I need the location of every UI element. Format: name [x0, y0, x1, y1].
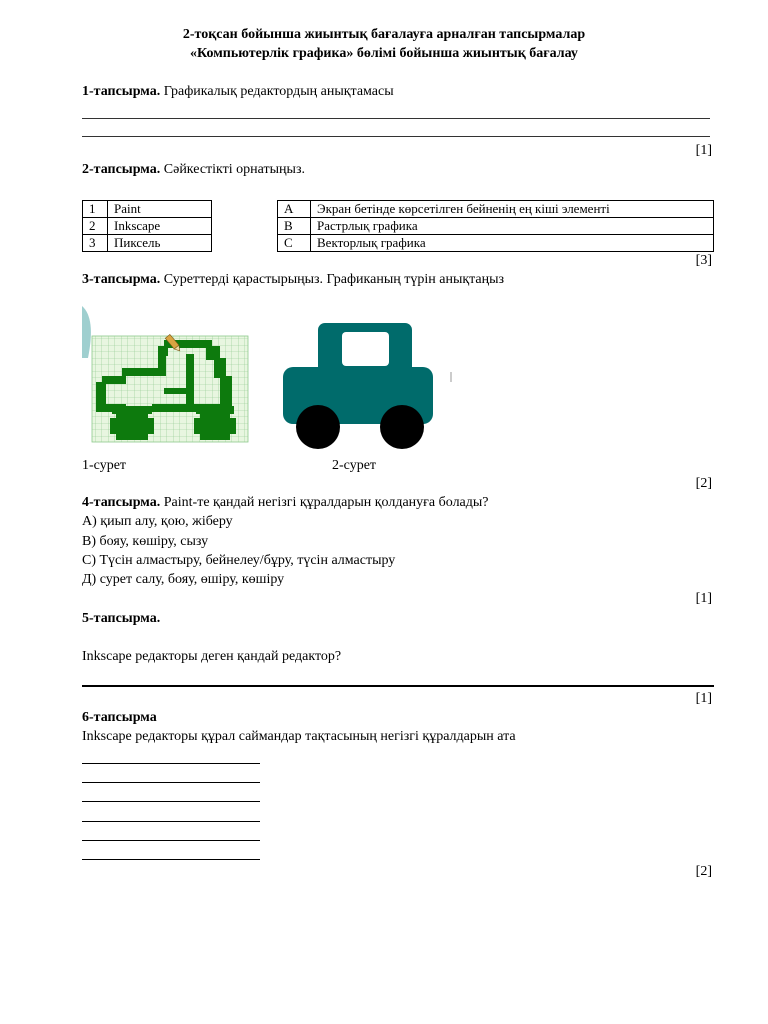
left-num: 3 [83, 235, 108, 252]
right-key: B [278, 218, 311, 235]
task3-prompt [82, 272, 504, 288]
pixel-car-image [82, 306, 252, 446]
task1-text: Графикалық редактордың анықтамасы [160, 84, 394, 99]
task4-option-c[interactable]: С) Түсін алмастыру, бейнелеу/бұру, түсін алмастыру [82, 553, 396, 568]
task5-label-text: 5-тапсырма. [82, 611, 161, 626]
decor-arc [82, 306, 91, 358]
right-desc: Векторлық графика [311, 235, 714, 252]
task6-score: [2] [695, 864, 712, 879]
table-row [278, 201, 714, 218]
task6-answer-line-1[interactable] [82, 763, 260, 764]
task4-text: Paint-те қандай негізгі құралдарын қолдануға болады? [160, 495, 489, 510]
task6-label-text: 6-тапсырма [82, 710, 157, 725]
task3-text: Суреттерді қарастырыңыз. Графиканың түрін анықтаңыз [160, 272, 505, 287]
image2-caption: 2-сурет [332, 458, 377, 473]
left-term: Пиксель [108, 235, 212, 252]
right-desc: Экран бетінде көрсетілген бейненің ең кіші элементі [311, 201, 714, 218]
doc-title-line1: 2-тоқсан бойынша жиынтық бағалауға арналған тапсырмалар [182, 27, 586, 42]
task1-answer-line-1[interactable] [82, 118, 710, 119]
task2-score: [3] [695, 253, 712, 268]
right-key: A [278, 201, 311, 218]
left-term: Paint [108, 201, 212, 218]
task1-label: 1-тапсырма. [82, 84, 161, 99]
left-term: Inkscape [108, 218, 212, 235]
task4-option-b[interactable]: В) бояу, көшіру, сызу [82, 534, 209, 549]
task5-score: [1] [695, 691, 712, 706]
table-row [83, 218, 212, 235]
image1-caption: 1-сурет [82, 458, 127, 473]
task6-answer-line-5[interactable] [82, 840, 260, 841]
left-num: 2 [83, 218, 108, 235]
task6-answer-line-3[interactable] [82, 801, 260, 802]
task6-text: Inkscape редакторы құрал саймандар тақтасының негізгі құралдарын ата [82, 729, 516, 744]
task2-label: 2-тапсырма. [82, 162, 161, 177]
right-key: C [278, 235, 311, 252]
task4-prompt [82, 495, 489, 511]
task4-score: [1] [695, 591, 712, 606]
doc-title-line2: «Компьютерлік графика» бөлімі бойынша жиынтық бағалау [190, 46, 578, 61]
task4-option-d[interactable]: Д) сурет салу, бояу, өшіру, көшіру [82, 572, 285, 587]
task3-score: [2] [695, 476, 712, 491]
task5-answer-line[interactable] [82, 685, 714, 687]
task5-label [82, 611, 160, 627]
car-window [342, 332, 389, 366]
task2-text: Сәйкестікті орнатыңыз. [160, 162, 305, 177]
car-wheel-left [296, 405, 340, 449]
table-row [278, 235, 714, 252]
left-num: 1 [83, 201, 108, 218]
right-desc: Растрлық графика [311, 218, 714, 235]
task1-answer-line-2[interactable] [82, 136, 710, 137]
task6-answer-line-4[interactable] [82, 821, 260, 822]
task3-label: 3-тапсырма. [82, 272, 161, 287]
vector-car-image [280, 318, 456, 452]
car-wheel-right [380, 405, 424, 449]
task6-label [82, 710, 157, 726]
table-row [278, 218, 714, 235]
task2-prompt [82, 162, 305, 178]
task5-question: Inkscape редакторы деген қандай редактор? [82, 649, 342, 664]
task4-option-a[interactable]: А) қиып алу, қою, жіберу [82, 514, 233, 529]
task1-score: [1] [695, 143, 712, 158]
task6-answer-line-6[interactable] [82, 859, 260, 860]
table-row [83, 235, 212, 252]
matching-right-table [277, 200, 714, 252]
matching-left-table [82, 200, 212, 252]
decor-mark [450, 372, 452, 382]
task6-answer-line-2[interactable] [82, 782, 260, 783]
task1-prompt [82, 84, 394, 100]
table-row [83, 201, 212, 218]
task4-label: 4-тапсырма. [82, 495, 161, 510]
